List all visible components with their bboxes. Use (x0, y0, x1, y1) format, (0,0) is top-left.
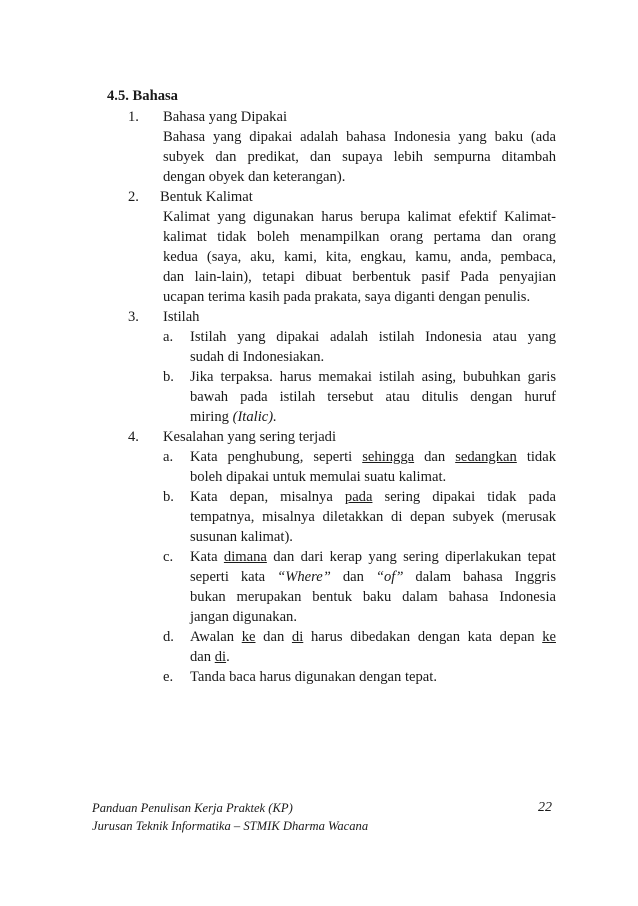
text-miring: miring (190, 409, 229, 425)
item-4a-line-1 (190, 448, 556, 466)
item-3b-letter: b. (163, 369, 174, 385)
section-title: Bahasa (132, 88, 178, 104)
item-1-title: Bahasa yang Dipakai (163, 109, 288, 125)
item-4c-line-2 (190, 568, 556, 586)
section-heading (107, 87, 178, 105)
underlined-word: ke (542, 629, 556, 645)
page-number: 22 (538, 800, 552, 815)
item-4c-line-4: jangan digunakan. (190, 609, 297, 625)
item-4c-letter: c. (163, 549, 174, 565)
section-number: 4.5. (107, 88, 129, 104)
item-3a-line-2: sudah di Indonesiakan. (190, 349, 325, 365)
item-4b-line-1 (190, 488, 556, 506)
item-1-number: 1. (128, 109, 139, 125)
text-segment: Kata penghubung, seperti (190, 449, 353, 465)
text-segment: dan (342, 569, 364, 585)
text-italic: (Italic). (232, 409, 277, 425)
item-3a-line-1: Istilah yang dipakai adalah istilah Indonesia atau yang (190, 329, 556, 345)
text-segment: Kata depan, misalnya (190, 489, 333, 505)
item-2-line-3: kedua (saya, aku, kami, kita, engkau, kamu, anda, pembaca, (163, 249, 556, 265)
item-4b-line-2: tempatnya, misalnya diletakkan di depan subyek (merusak (190, 509, 556, 525)
underlined-word: sedangkan (455, 449, 517, 465)
underlined-word: sehingga (362, 449, 415, 465)
italic-word: “of” (375, 569, 404, 585)
item-4b-line-3: susunan kalimat). (190, 529, 293, 545)
text-segment: dan dari kerap yang sering diperlakukan tepat (273, 549, 556, 565)
item-4d-line-2 (190, 648, 230, 666)
footer-line-1: Panduan Penulisan Kerja Praktek (KP) (92, 801, 293, 815)
text-segment: Kata (190, 549, 218, 565)
item-4b-letter: b. (163, 489, 174, 505)
item-3a-letter: a. (163, 329, 174, 345)
item-4c-line-1 (190, 548, 556, 566)
item-2-line-2: kalimat tidak boleh menampilkan orang pertama dan orang (163, 229, 556, 245)
text-segment: seperti kata (190, 569, 266, 585)
item-4-number: 4. (128, 429, 139, 445)
italic-word: “Where” (277, 569, 331, 585)
item-4d-line-1 (190, 628, 556, 646)
item-3-title: Istilah (163, 309, 200, 325)
item-4c-line-3: bukan merupakan bentuk baku dalam bahasa Indonesia (190, 589, 556, 605)
underlined-word: di (214, 649, 227, 665)
underlined-word: dimana (223, 549, 267, 565)
item-4e-line-1: Tanda baca harus digunakan dengan tepat. (190, 669, 437, 685)
item-4e-letter: e. (163, 669, 174, 685)
underlined-word: di (291, 629, 304, 645)
item-2-line-1: Kalimat yang digunakan harus berupa kalimat efektif Kalimat- (163, 209, 556, 225)
item-4a-letter: a. (163, 449, 174, 465)
underlined-word: pada (344, 489, 373, 505)
item-4-title: Kesalahan yang sering terjadi (163, 429, 337, 445)
text-segment: dan (190, 649, 212, 665)
underlined-word: ke (241, 629, 256, 645)
text-segment: dan (424, 449, 446, 465)
item-1-line-1: Bahasa yang dipakai adalah bahasa Indonesia yang baku (ada (163, 129, 556, 145)
item-1-line-2: subyek dan predikat, dan supaya lebih sempurna ditambah (163, 149, 556, 165)
item-3b-line-1: Jika terpaksa. harus memakai istilah asing, bubuhkan garis (190, 369, 556, 385)
item-3b-line-2: bawah pada istilah tersebut atau ditulis dengan huruf (190, 389, 556, 405)
item-2-line-4: dan lain-lain), tetapi dibuat berbentuk pasif Pada penyajian (163, 269, 556, 285)
item-2-title: Bentuk Kalimat (160, 189, 253, 205)
item-4a-line-2: boleh dipakai untuk memulai suatu kalimat. (190, 469, 447, 485)
text-segment: sering dipakai tidak pada (384, 489, 557, 505)
text-segment: harus dibedakan dengan kata depan (310, 629, 535, 645)
item-4d-letter: d. (163, 629, 174, 645)
item-3-number: 3. (128, 309, 139, 325)
footer-line-2: Jurusan Teknik Informatika – STMIK Dharma Wacana (92, 819, 369, 833)
item-2-line-5: ucapan terima kasih pada prakata, saya diganti dengan penulis. (163, 289, 531, 305)
text-segment: . (226, 649, 230, 665)
text-segment: dan (263, 629, 285, 645)
item-2-number: 2. (128, 189, 139, 205)
text-segment: dalam bahasa Inggris (415, 569, 557, 585)
item-1-line-3: dengan obyek dan keterangan). (163, 169, 346, 185)
text-segment: tidak (526, 449, 556, 465)
item-3b-line-3 (190, 408, 277, 426)
text-segment: Awalan (190, 629, 235, 645)
